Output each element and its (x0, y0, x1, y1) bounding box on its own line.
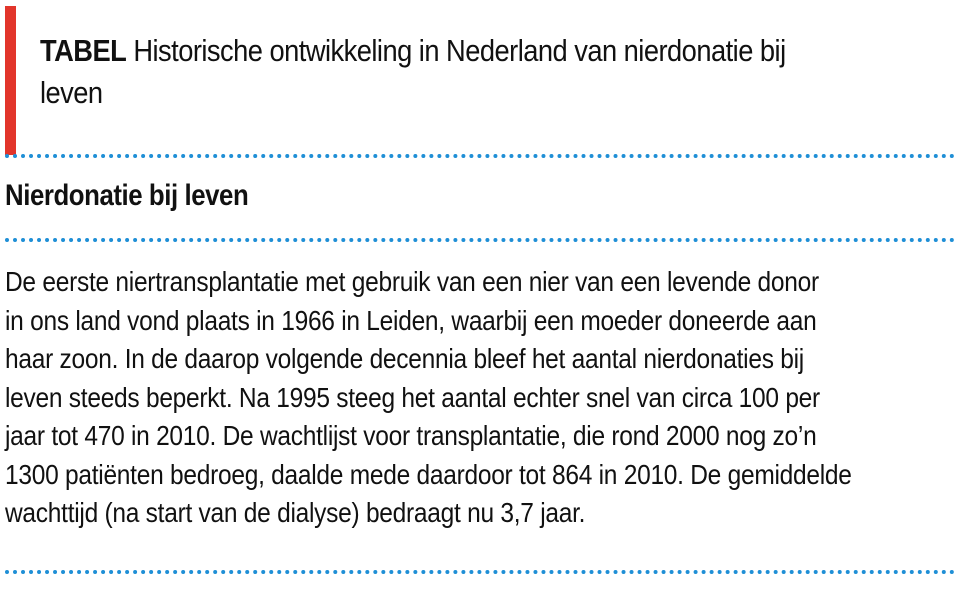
body-line: in ons land vond plaats in 1966 in Leiden, waarbij een moeder doneerde aan (5, 304, 817, 336)
table-title (40, 30, 832, 114)
body-line: 1300 patiënten bedroeg, daalde mede daardoor tot 864 in 2010. De gemiddelde (5, 458, 852, 490)
divider-middle (5, 238, 955, 242)
table-title-text: Historische ontwikkeling in Nederland van nierdonatie bij leven (40, 33, 786, 110)
divider-top (5, 154, 955, 158)
body-line: wachttijd (na start van de dialyse) bedraagt nu 3,7 jaar. (5, 497, 586, 528)
accent-bar (5, 6, 16, 155)
body-line: De eerste niertransplantatie met gebruik van een nier van een levende donor (5, 266, 819, 297)
body-line: jaar tot 470 in 2010. De wachtlijst voor transplantatie, die rond 2000 nog zo’n (5, 420, 817, 451)
section-heading: Nierdonatie bij leven (5, 179, 249, 212)
body-line: haar zoon. In de daarop volgende decennia bleef het aantal nierdonaties bij (5, 343, 804, 374)
table-label: TABEL (40, 33, 127, 68)
section-body (5, 263, 950, 533)
body-line: leven steeds beperkt. Na 1995 steeg het aantal echter snel van circa 100 per (5, 381, 820, 413)
divider-bottom (5, 570, 955, 574)
